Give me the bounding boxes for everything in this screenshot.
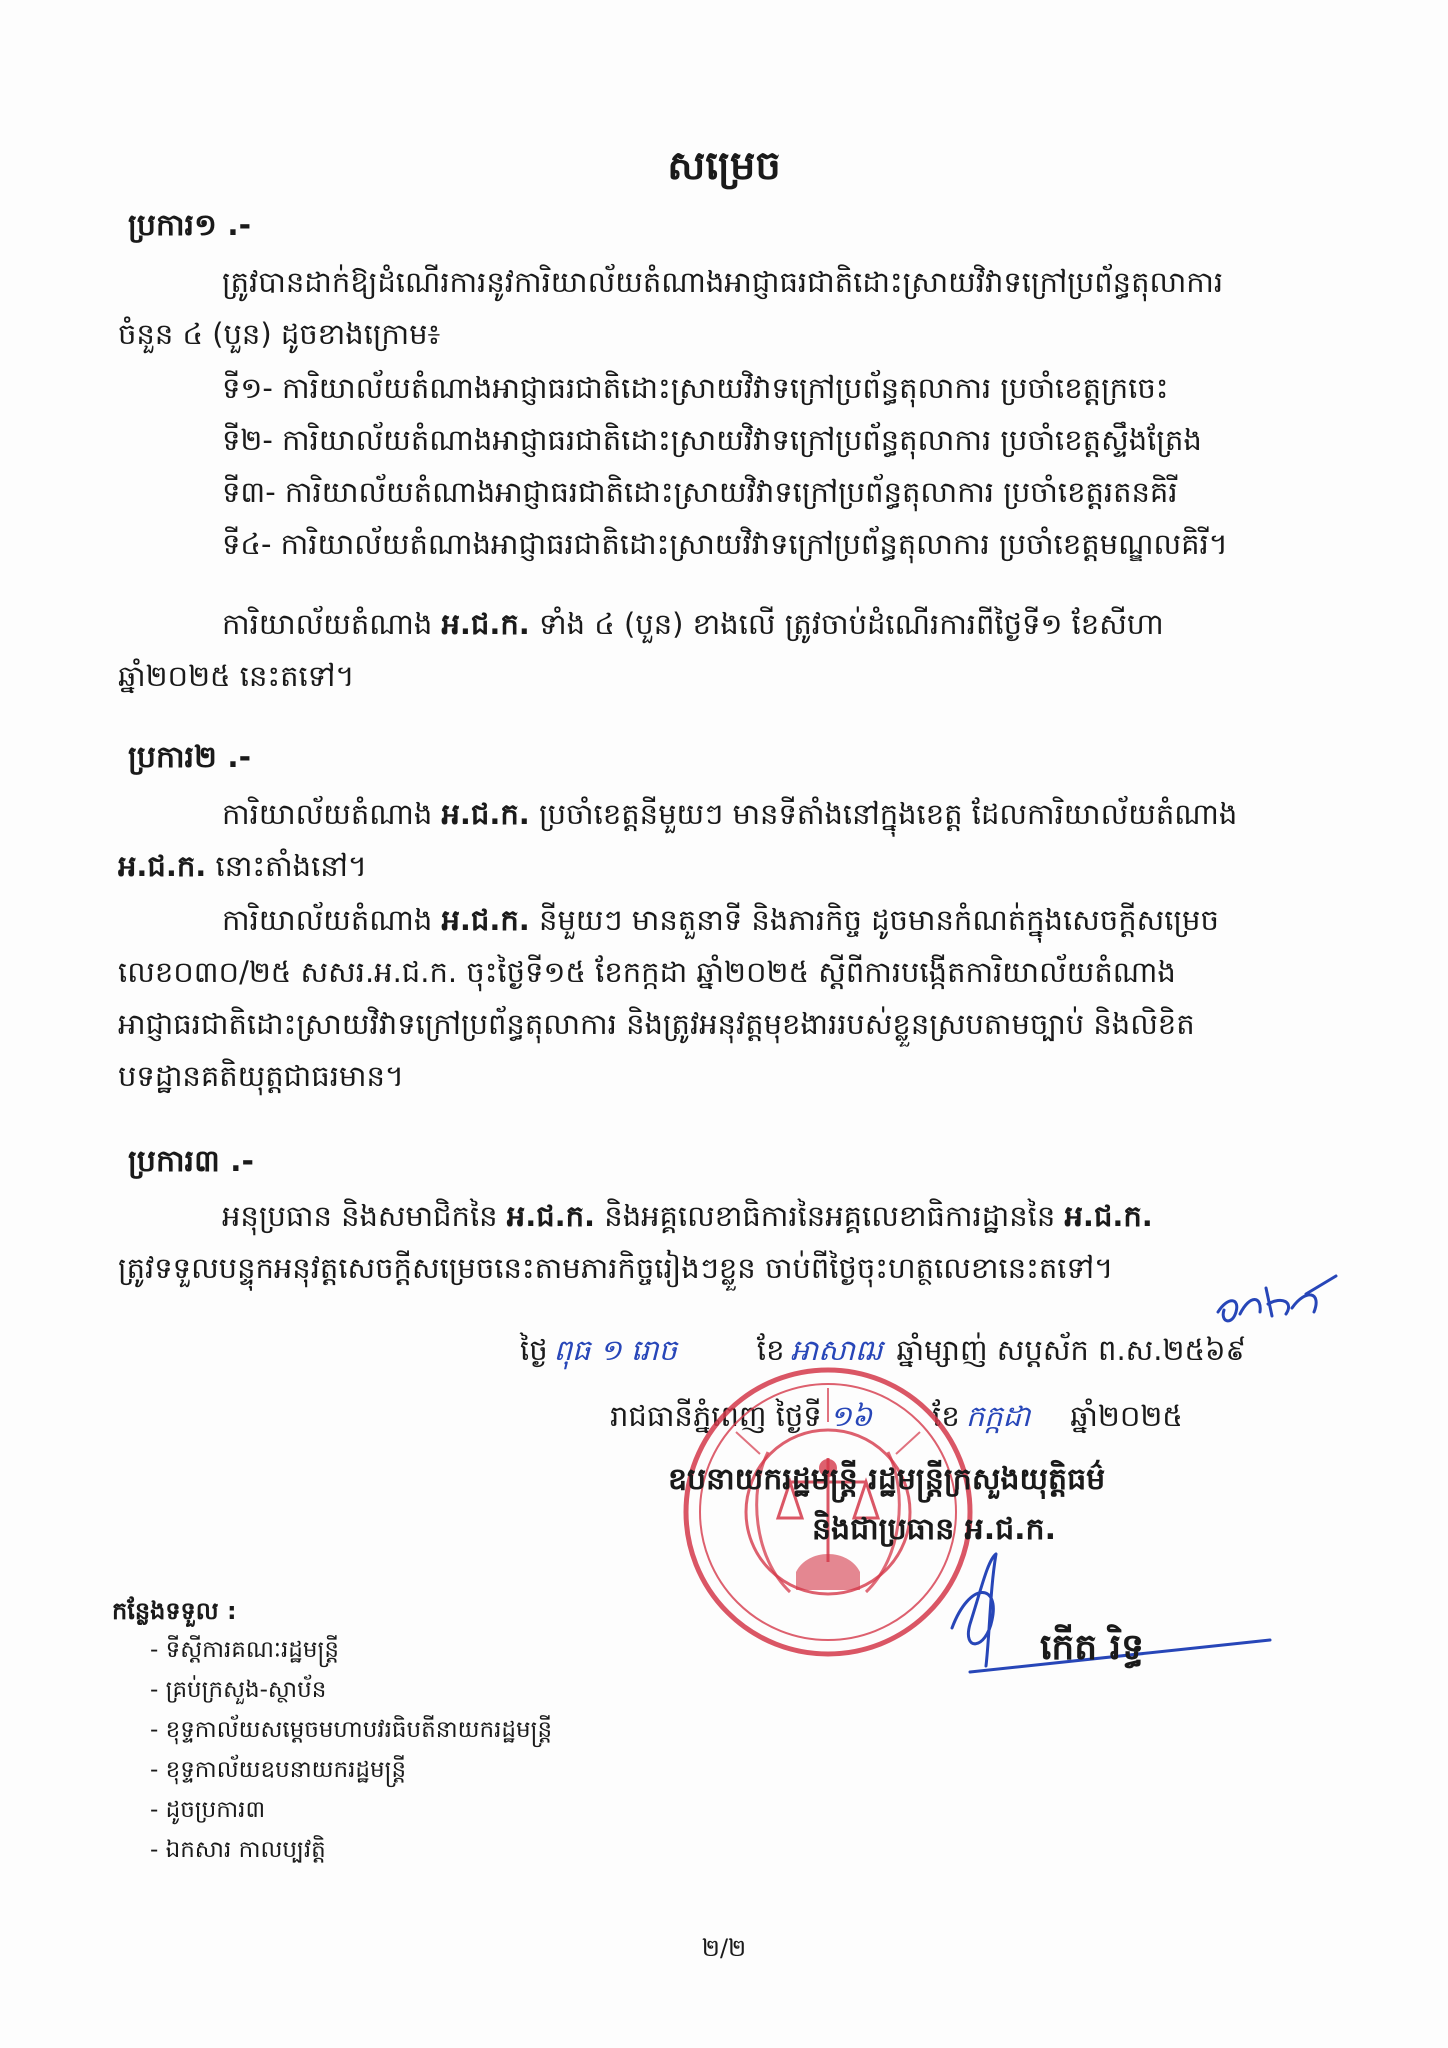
abbreviation-ajk: អ.ជ.ក.	[506, 1199, 596, 1233]
article-2-p2-line-1	[222, 900, 1219, 940]
recipient-item: - ដូចប្រការ៣	[150, 1797, 266, 1823]
article-2-p2-line-4: បទដ្ឋានគតិយុត្តជាធរមាន។	[118, 1059, 405, 1093]
recipient-item: - ឯកសារ កាលប្បវត្តិ	[150, 1837, 326, 1863]
text-run: និងអគ្គលេខាធិការនៃអគ្គលេខាធិការដ្ឋាននៃ	[595, 1199, 1065, 1233]
article-1-heading: ប្រការ១ .-	[128, 208, 252, 243]
abbreviation-ajk: អ.ជ.ក.	[441, 797, 530, 831]
text-run: នីមួយៗ មានតួនាទី និងភារកិច្ច ដូចមានកំណត់ក្នុងសេចក្តីសម្រេច	[529, 903, 1219, 937]
solar-date-prefix: រាជធានីភ្នំពេញ ថ្ងៃទី	[610, 1399, 822, 1433]
article-1-list-item: ទី៤- ការិយាល័យតំណាងអាជ្ញាធរជាតិដោះស្រាយវិវាទក្រៅប្រព័ន្ធតុលាការ ប្រចាំខេត្តមណ្ឌលគិរី។	[222, 527, 1228, 561]
lunar-day-handwritten: ពុធ ១ រោច	[553, 1333, 677, 1367]
article-1-intro-line-1: ត្រូវបានដាក់ឱ្យដំណើរការនូវការិយាល័យតំណាងអាជ្ញាធរជាតិដោះស្រាយវិវាទក្រៅប្រព័ន្ធតុលាការ	[222, 265, 1224, 299]
article-3-line-2: ត្រូវទទួលបន្ទុកអនុវត្តសេចក្តីសម្រេចនេះតាមភារកិច្ចរៀងៗខ្លួន ចាប់ពីថ្ងៃចុះហត្ថលេខានេះតទៅ។	[118, 1251, 1114, 1285]
lunar-day-label: ថ្ងៃ	[520, 1333, 548, 1367]
recipient-item: - គ្រប់ក្រសួង-ស្ថាប័ន	[150, 1677, 327, 1703]
article-2-heading: ប្រការ២ .-	[128, 740, 252, 775]
signer-title-line-1: ឧបនាយករដ្ឋមន្ត្រី រដ្ឋមន្ត្រីក្រសួងយុត្តិធម៌	[668, 1462, 1106, 1497]
recipient-item: - ទីស្តីការគណៈរដ្ឋមន្ត្រី	[150, 1637, 339, 1663]
article-1-list-item: ទី២- ការិយាល័យតំណាងអាជ្ញាធរជាតិដោះស្រាយវិវាទក្រៅប្រព័ន្ធតុលាការ ប្រចាំខេត្តស្ទឹងត្រែង	[222, 423, 1202, 457]
solar-year: ឆ្នាំ២០២៥	[1070, 1399, 1183, 1433]
article-1-list-item: ទី១- ការិយាល័យតំណាងអាជ្ញាធរជាតិដោះស្រាយវិវាទក្រៅប្រព័ន្ធតុលាការ ប្រចាំខេត្តក្រចេះ	[222, 371, 1169, 405]
recipient-item: - ខុទ្ទកាល័យឧបនាយករដ្ឋមន្ត្រី	[150, 1757, 407, 1783]
solar-day-handwritten: ១៦	[829, 1399, 873, 1433]
page-number: ២/២	[701, 1934, 747, 1962]
abbreviation-ajk: អ.ជ.ក.	[441, 903, 530, 937]
initials-signature	[1210, 1268, 1340, 1338]
text-run: នោះតាំងនៅ។	[206, 849, 368, 883]
article-1-intro-line-2: ចំនួន ៤ (បួន) ដូចខាងក្រោម៖	[118, 317, 441, 351]
recipients-heading: កន្លែងទទួល :	[112, 1597, 237, 1625]
abbreviation-ajk: អ.ជ.ក.	[1064, 1199, 1153, 1233]
article-3-heading: ប្រការ៣ .-	[128, 1144, 254, 1179]
text-run: ទាំង ៤ (បួន) ខាងលើ ត្រូវចាប់ដំណើរការពីថ្ងៃទី១ ខែសីហា	[529, 607, 1164, 641]
text-run: ប្រចាំខេត្តនីមួយៗ មានទីតាំងនៅក្នុងខេត្ត ដែលការិយាល័យតំណាង	[529, 797, 1238, 831]
article-2-p1-line-1	[222, 794, 1237, 834]
article-2-p1-line-2	[118, 846, 367, 886]
article-3-line-1	[222, 1196, 1153, 1236]
text-run: ការិយាល័យតំណាង	[222, 797, 442, 831]
solar-month-handwritten: កក្កដា	[965, 1399, 1031, 1433]
text-run: អនុប្រធាន និងសមាជិកនៃ	[222, 1199, 507, 1233]
signer-title-line-2: និងជាប្រធាន អ.ជ.ក.	[812, 1512, 1056, 1547]
article-1-list-item: ទី៣- ការិយាល័យតំណាងអាជ្ញាធរជាតិដោះស្រាយវិវាទក្រៅប្រព័ន្ធតុលាការ ប្រចាំខេត្តរតនគិរី	[222, 475, 1178, 509]
lunar-month-handwritten: អាសាឍ	[790, 1333, 883, 1367]
abbreviation-ajk: អ.ជ.ក.	[118, 849, 207, 883]
article-1-closing-line-2: ឆ្នាំ២០២៥ នេះតទៅ។	[118, 659, 355, 693]
abbreviation-ajk: អ.ជ.ក.	[441, 607, 530, 641]
solar-month-label: ខែ	[932, 1399, 960, 1433]
lunar-month-label: ខែ	[756, 1333, 785, 1367]
signer-name: កើត រិទ្ធ	[1040, 1627, 1144, 1668]
recipient-item: - ខុទ្ទកាល័យសម្តេចមហាបវរធិបតីនាយករដ្ឋមន្ត្រី	[150, 1717, 553, 1743]
article-2-p2-line-3: អាជ្ញាធរជាតិដោះស្រាយវិវាទក្រៅប្រព័ន្ធតុលាការ និងត្រូវអនុវត្តមុខងាររបស់ខ្លួនស្របតាមច្បាប់ និងលិខិត	[118, 1007, 1195, 1041]
document-title: សម្រេច	[667, 143, 781, 189]
lunar-date-rest: ឆ្នាំម្សាញ់ សប្តស័ក ព.ស.២៥៦៩	[896, 1333, 1247, 1367]
article-2-p2-line-2: លេខ០៣០/២៥ សសរ.អ.ជ.ក. ចុះថ្ងៃទី១៥ ខែកក្កដា ឆ្នាំ២០២៥ ស្តីពីការបង្កើតការិយាល័យតំណាង	[118, 955, 1176, 989]
text-run: ការិយាល័យតំណាង	[222, 607, 442, 641]
article-1-closing-line-1	[222, 604, 1164, 644]
text-run: ការិយាល័យតំណាង	[222, 903, 442, 937]
